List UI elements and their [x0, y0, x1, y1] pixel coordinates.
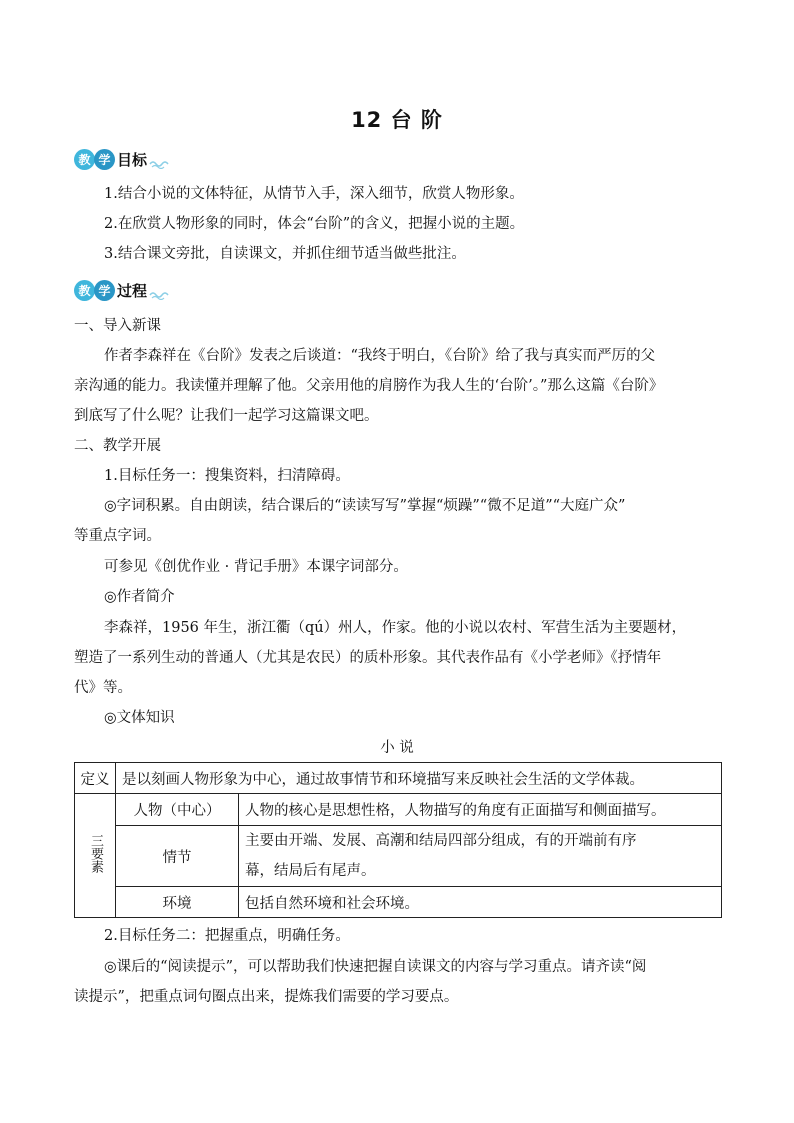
- author-heading: ◎作者简介: [104, 589, 175, 605]
- section-heading: 过程: [117, 281, 148, 300]
- definition-label: 定义: [75, 763, 116, 794]
- elements-label: [75, 794, 116, 918]
- genre-heading: ◎文体知识: [104, 710, 175, 726]
- badge-char-2: 学: [94, 149, 115, 170]
- paragraph-intro-line: 亲沟通的能力。我读懂并理解了他。父亲用他的肩膀作为我人生的‘台阶’。”那么这篇《台阶》: [74, 378, 664, 394]
- definition-text: 是以刻画人物形象为中心，通过故事情节和环境描写来反映社会生活的文学体裁。: [116, 763, 722, 794]
- paragraph-author-line: 李森祥，1956 年生，浙江衢（qú）州人，作家。他的小说以农村、军营生活为主要题材，: [104, 620, 687, 636]
- subheading-intro: 一、导入新课: [74, 318, 161, 334]
- section-heading: 目标: [117, 150, 148, 169]
- lesson-title: 12 台 阶: [351, 108, 443, 132]
- subheading-teaching: 二、教学开展: [74, 438, 161, 454]
- paragraph-author-line: 代》等。: [74, 680, 132, 696]
- table-caption: 小 说: [380, 740, 414, 756]
- paragraph-vocab-line: 等重点字词。: [74, 528, 161, 544]
- section-badge: [74, 280, 114, 301]
- badge-char-1: 教: [74, 280, 95, 301]
- wave-icon: [149, 290, 173, 300]
- task-one: 1.目标任务一：搜集资料，扫清障碍。: [104, 468, 350, 484]
- table-row: [75, 794, 722, 826]
- element-label: 环境: [116, 887, 239, 918]
- section-objectives-header: [74, 146, 173, 172]
- table-row: [75, 887, 722, 918]
- element-label: 人物（中心）: [116, 794, 239, 826]
- element-text: [239, 826, 722, 887]
- elements-label-text: 三要素: [88, 834, 103, 873]
- paragraph-intro-line: 到底写了什么呢？让我们一起学习这篇课文吧。: [74, 408, 379, 424]
- paragraph-vocab-line: ◎字词积累。自由朗读，结合课后的“读读写写”掌握“烦躁”“微不足道”“大庭广众”: [104, 498, 626, 514]
- section-process-header: [74, 277, 173, 303]
- paragraph-reading-line: ◎课后的“阅读提示”，可以帮助我们快速把握自读课文的内容与学习重点。请齐读“阅: [104, 959, 647, 975]
- element-text-line: 主要由开端、发展、高潮和结局四部分组成，有的开端前有序: [245, 833, 637, 849]
- objective-item-3: 3.结合课文旁批，自读课文，并抓住细节适当做些批注。: [104, 246, 466, 262]
- table-row: [75, 826, 722, 887]
- objective-item-2: 2.在欣赏人物形象的同时，体会“台阶”的含义，把握小说的主题。: [104, 216, 525, 232]
- objective-item-1: 1.结合小说的文体特征，从情节入手，深入细节，欣赏人物形象。: [104, 186, 524, 202]
- paragraph-author-line: 塑造了一系列生动的普通人（尤其是农民）的质朴形象。其代表作品有《小学老师》《抒情年: [74, 650, 662, 666]
- element-text-line: 幕，结局后有尾声。: [245, 863, 376, 879]
- task-two: 2.目标任务二：把握重点，明确任务。: [104, 928, 350, 944]
- wave-icon: [149, 159, 173, 169]
- badge-char-1: 教: [74, 149, 95, 170]
- paragraph-reference: 可参见《创优作业 · 背记手册》本课字词部分。: [104, 559, 408, 575]
- element-text: 包括自然环境和社会环境。: [239, 887, 722, 918]
- badge-char-2: 学: [94, 280, 115, 301]
- element-label: 情节: [116, 826, 239, 887]
- section-badge: [74, 149, 114, 170]
- paragraph-intro-line: 作者李森祥在《台阶》发表之后谈道：“我终于明白，《台阶》给了我与真实而严厉的父: [104, 348, 656, 364]
- element-text: 人物的核心是思想性格，人物描写的角度有正面描写和侧面描写。: [239, 794, 722, 826]
- paragraph-reading-line: 读提示”，把重点词句圈点出来，提炼我们需要的学习要点。: [74, 989, 459, 1005]
- table-row: [75, 763, 722, 794]
- novel-table: [74, 762, 722, 918]
